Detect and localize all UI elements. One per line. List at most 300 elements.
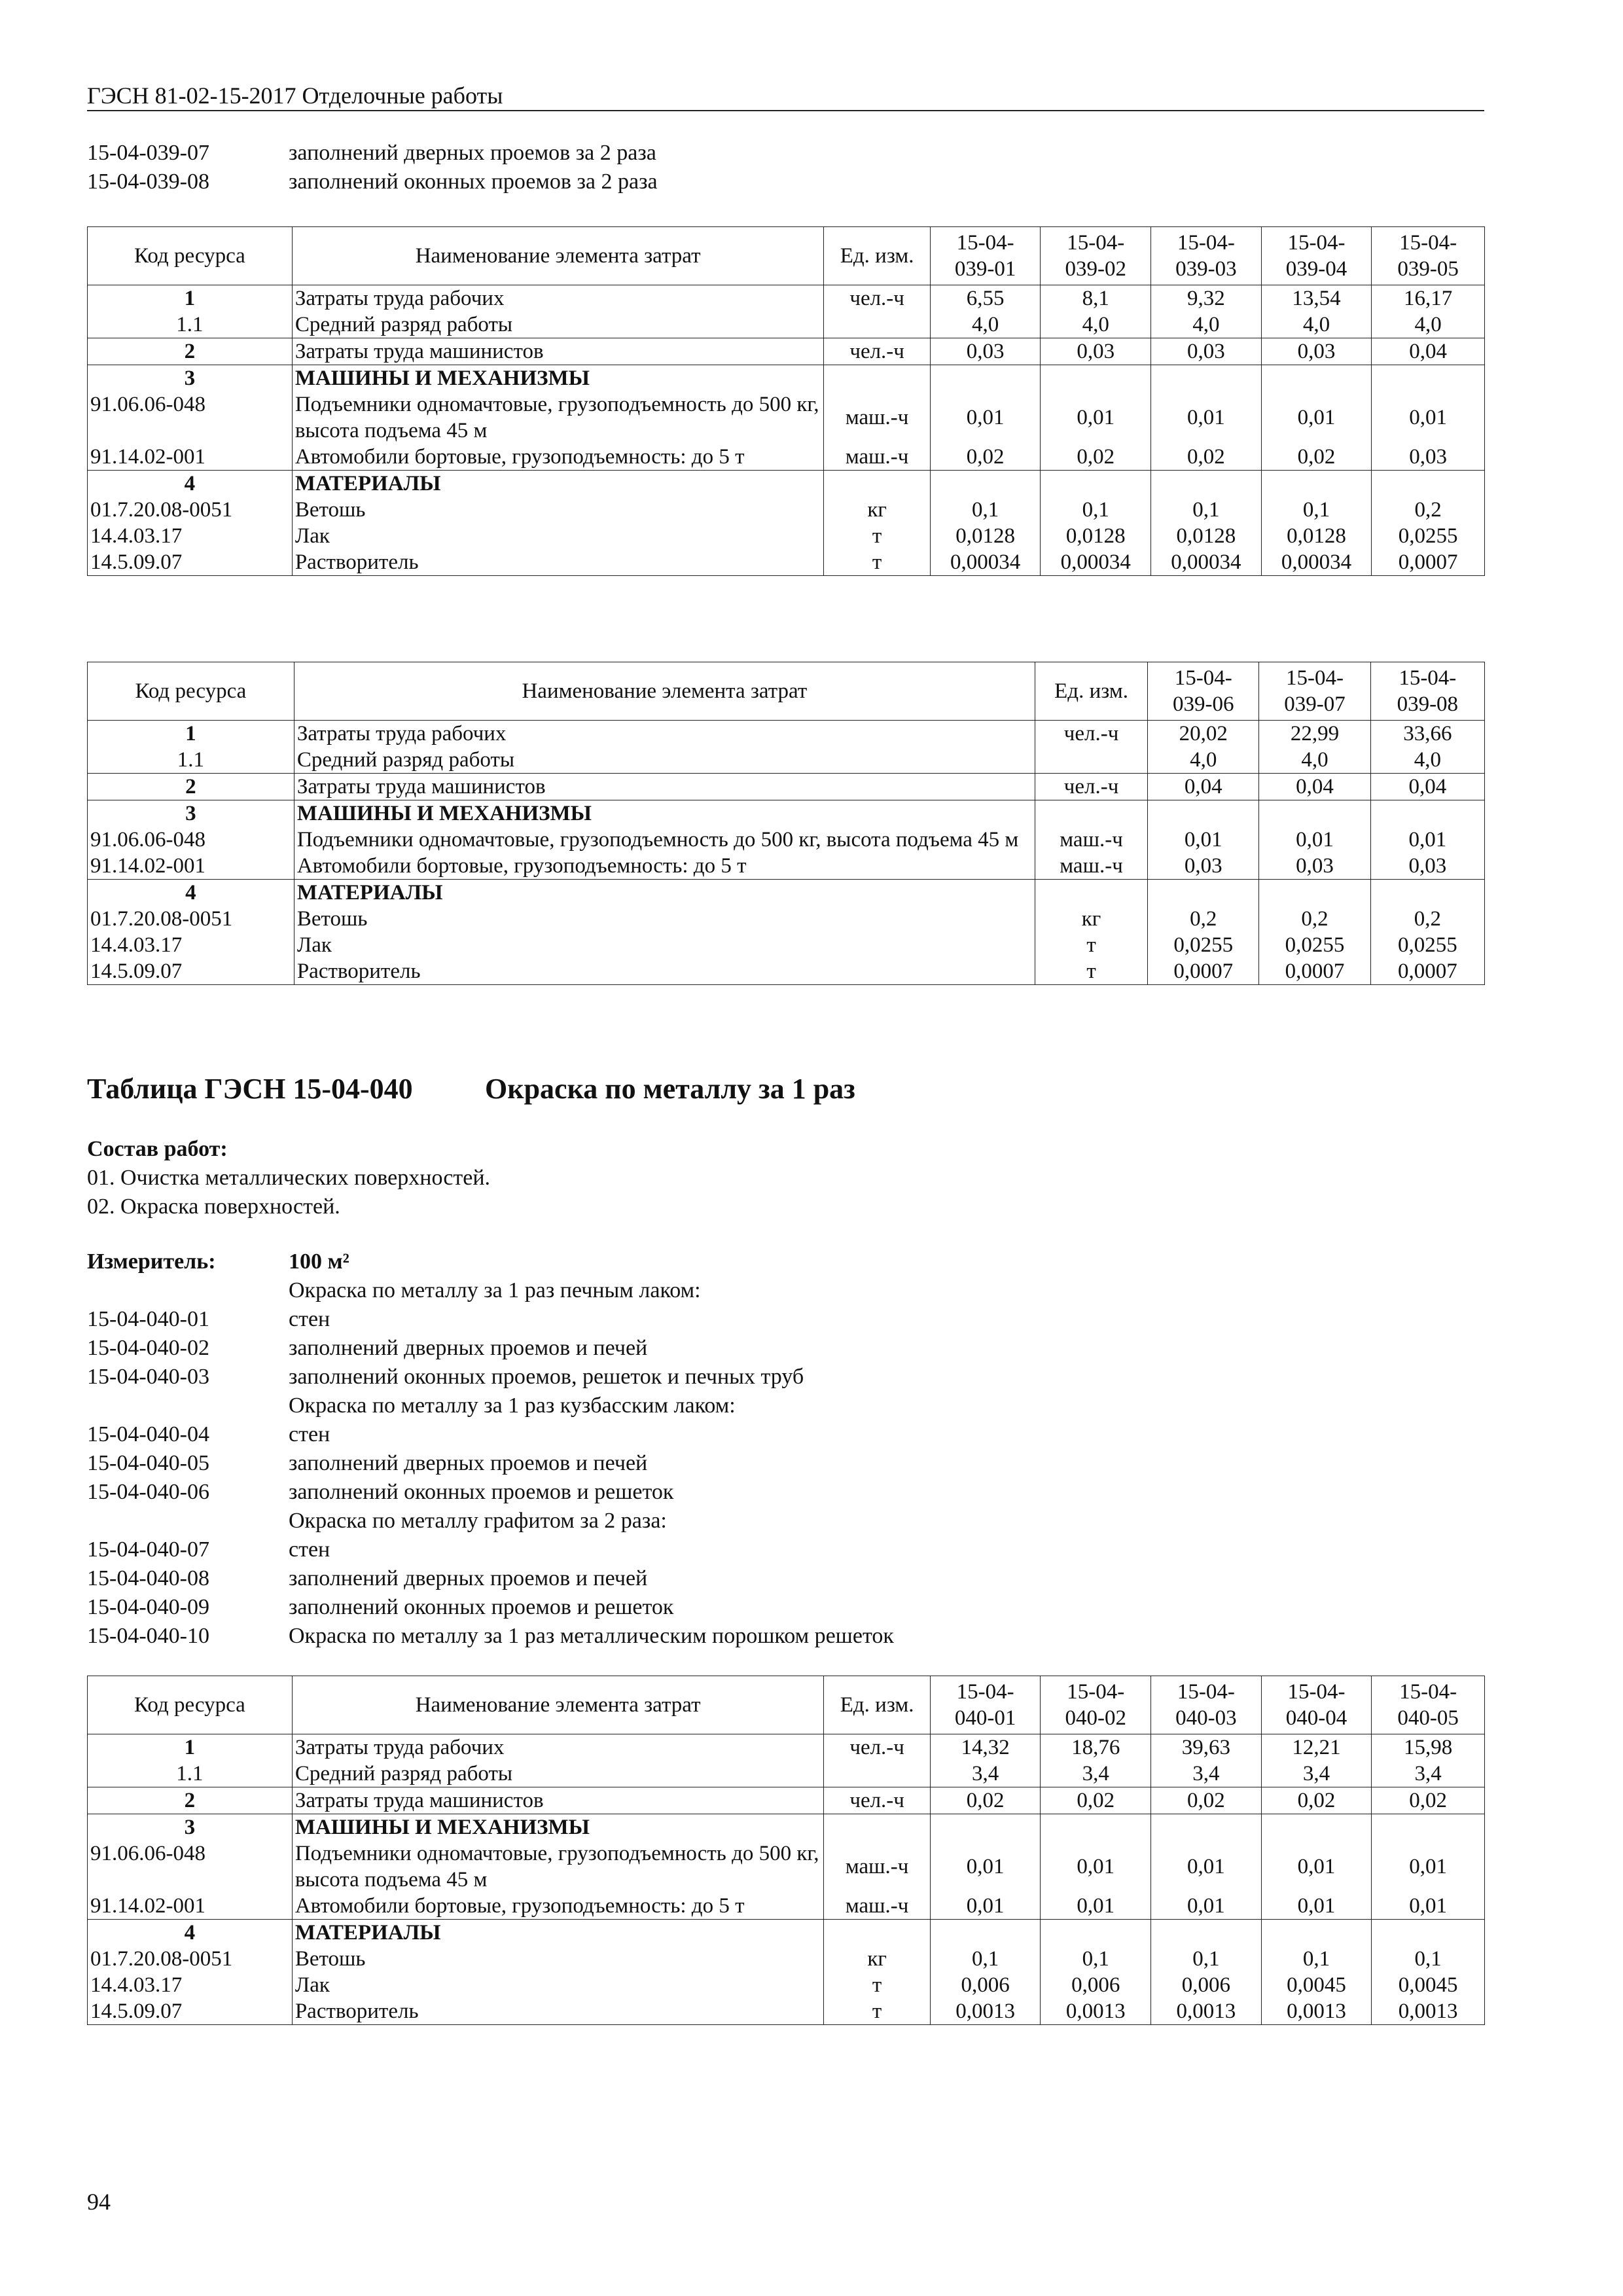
measure-line-code: 15-04-040-02 (87, 1336, 209, 1360)
table-row (88, 853, 1485, 880)
measure-line-text: стен (289, 1537, 330, 1562)
cell-value: 0,0013 (1041, 1998, 1151, 2025)
cell-value: 0,04 (1148, 774, 1259, 800)
cell-value: 0,04 (1372, 338, 1485, 365)
cell-value (1041, 1814, 1151, 1841)
cell-value (1151, 1920, 1262, 1946)
cell-value (1259, 800, 1370, 827)
cell-code: 14.4.03.17 (88, 932, 294, 958)
cell-unit: т (824, 523, 931, 549)
cell-value (1261, 471, 1372, 497)
cell-value: 0,1 (1261, 1946, 1372, 1972)
header-norm-code-line: 039-06 (1173, 692, 1234, 716)
measure-line-text: заполнений дверных проемов и печей (289, 1336, 648, 1360)
cell-value: 12,21 (1261, 1734, 1372, 1761)
cell-unit: т (824, 1972, 931, 1998)
cell-value: 0,0013 (1261, 1998, 1372, 2025)
header-norm-code-line: 15-04- (1067, 1680, 1125, 1704)
cell-value: 0,01 (1148, 827, 1259, 853)
cell-value: 0,03 (1259, 853, 1370, 880)
measure-line (87, 1593, 894, 1622)
cell-unit: кг (824, 1946, 931, 1972)
cell-unit (824, 1814, 931, 1841)
header-norm-code-line: 040-01 (954, 1706, 1016, 1730)
cell-value: 0,0007 (1259, 958, 1370, 985)
header-norm-code (930, 227, 1041, 285)
cell-unit (1035, 880, 1147, 906)
cell-name: Средний разряд работы (292, 312, 824, 338)
cell-value: 0,0128 (930, 523, 1041, 549)
code-list-text: заполнений дверных проемов за 2 раза (289, 141, 656, 165)
header-norm-code-line: 040-04 (1285, 1706, 1347, 1730)
cell-value: 4,0 (1041, 312, 1151, 338)
cell-value (1372, 471, 1485, 497)
cell-name: Растворитель (292, 549, 824, 576)
measure-line (87, 1391, 894, 1420)
cell-code: 14.4.03.17 (88, 1972, 293, 1998)
cell-value (930, 1920, 1041, 1946)
header-norm-code (1041, 227, 1151, 285)
measure-lines (87, 1276, 894, 1651)
cell-unit: т (1035, 932, 1147, 958)
table-row (88, 1787, 1485, 1814)
measure-row (87, 1247, 894, 1276)
cell-value: 4,0 (930, 312, 1041, 338)
cell-name: Затраты труда рабочих (292, 1734, 824, 1761)
cell-value: 13,54 (1261, 285, 1372, 312)
cell-value: 0,01 (1370, 827, 1484, 853)
header-norm-code-line: 15-04- (956, 1680, 1014, 1704)
cell-value: 0,0013 (930, 1998, 1041, 2025)
cell-value: 8,1 (1041, 285, 1151, 312)
cell-value: 0,01 (1151, 1893, 1262, 1920)
cell-unit: маш.-ч (1035, 853, 1147, 880)
cell-name: Ветошь (294, 906, 1035, 932)
cell-unit: маш.-ч (824, 444, 931, 471)
cell-value: 0,1 (1041, 1946, 1151, 1972)
cell-unit: чел.-ч (1035, 774, 1147, 800)
table-row (88, 338, 1485, 365)
header-norm-code-line: 15-04- (1067, 231, 1125, 255)
cell-name: Затраты труда машинистов (292, 338, 824, 365)
cell-code: 1 (88, 1734, 293, 1761)
cell-value: 0,00034 (1261, 549, 1372, 576)
cell-code: 3 (88, 365, 293, 392)
measure-line (87, 1507, 894, 1535)
cell-name: Лак (292, 1972, 824, 1998)
header-code: Код ресурса (88, 662, 294, 721)
table-header-row (88, 1676, 1485, 1734)
table-row (88, 1814, 1485, 1841)
cell-value: 0,0255 (1259, 932, 1370, 958)
cell-code: 91.14.02-001 (88, 853, 294, 880)
cell-code: 2 (88, 774, 294, 800)
cell-value: 0,01 (930, 391, 1041, 444)
cell-unit (824, 312, 931, 338)
table-row (88, 549, 1485, 576)
measure-line (87, 1478, 894, 1507)
cell-value: 0,02 (1041, 1787, 1151, 1814)
cell-value (1372, 1814, 1485, 1841)
measure-line-text: Окраска по металлу за 1 раз металлическим порошком решеток (289, 1624, 894, 1648)
measure-value: 100 м² (289, 1249, 349, 1274)
measure-line (87, 1535, 894, 1564)
cell-value: 0,01 (1151, 1840, 1262, 1893)
cell-value (1151, 1814, 1262, 1841)
table-row (88, 721, 1485, 747)
cell-value: 4,0 (1151, 312, 1262, 338)
cell-value: 3,4 (1261, 1761, 1372, 1787)
cell-code: 14.5.09.07 (88, 1998, 293, 2025)
cell-value: 0,04 (1370, 774, 1484, 800)
table-row (88, 880, 1485, 906)
header-norm-code-line: 15-04- (1286, 666, 1344, 690)
cell-code: 01.7.20.08-0051 (88, 497, 293, 523)
cell-value: 0,0007 (1370, 958, 1484, 985)
cell-name: Затраты труда машинистов (292, 1787, 824, 1814)
header-norm-code (1372, 1676, 1485, 1734)
cell-unit: маш.-ч (1035, 827, 1147, 853)
table-row (88, 1893, 1485, 1920)
cell-value: 0,01 (1372, 391, 1485, 444)
composition-item: 02. Окраска поверхностей. (87, 1194, 340, 1219)
measure-line-code: 15-04-040-09 (87, 1595, 209, 1619)
header-code: Код ресурса (88, 1676, 293, 1734)
cell-value: 0,2 (1148, 906, 1259, 932)
cell-value: 4,0 (1148, 747, 1259, 774)
cell-value: 16,17 (1372, 285, 1485, 312)
cell-value (1259, 880, 1370, 906)
cell-value: 0,03 (1372, 444, 1485, 471)
header-norm-code (1148, 662, 1259, 721)
cell-value: 0,1 (930, 1946, 1041, 1972)
cell-value: 0,0128 (1261, 523, 1372, 549)
cell-unit (1035, 747, 1147, 774)
table-row (88, 1734, 1485, 1761)
cell-name: МАТЕРИАЛЫ (292, 471, 824, 497)
table-header-row (88, 662, 1485, 721)
measure-line-code: 15-04-040-01 (87, 1307, 209, 1331)
measure-line (87, 1449, 894, 1478)
header-norm-code (930, 1676, 1041, 1734)
header-norm-code-line: 039-03 (1175, 257, 1237, 281)
code-list-row (87, 139, 658, 168)
header-norm-code-line: 15-04- (1399, 231, 1457, 255)
measure-line-code: 15-04-040-06 (87, 1480, 209, 1504)
cell-value: 0,1 (1041, 497, 1151, 523)
cell-unit (824, 1761, 931, 1787)
cell-value: 4,0 (1259, 747, 1370, 774)
cell-name: Автомобили бортовые, грузоподъемность: до 5 т (292, 444, 824, 471)
header-norm-code (1151, 1676, 1262, 1734)
cell-value (930, 1814, 1041, 1841)
cell-unit: маш.-ч (824, 1840, 931, 1893)
header-unit: Ед. изм. (824, 1676, 931, 1734)
measure-line-text: заполнений оконных проемов и решеток (289, 1480, 674, 1504)
table-row (88, 906, 1485, 932)
measure-line-text: стен (289, 1307, 330, 1331)
cell-unit: чел.-ч (824, 1787, 931, 1814)
cell-value: 0,03 (1148, 853, 1259, 880)
cell-value (1151, 471, 1262, 497)
header-norm-code-line: 15-04- (1399, 666, 1457, 690)
table-row (88, 958, 1485, 985)
cell-name: Растворитель (294, 958, 1035, 985)
header-norm-code-line: 15-04- (1174, 666, 1232, 690)
cell-code: 01.7.20.08-0051 (88, 906, 294, 932)
code-list-code: 15-04-039-08 (87, 170, 209, 194)
header-norm-code (1372, 227, 1485, 285)
cell-value: 0,03 (1261, 338, 1372, 365)
header-norm-code-line: 15-04- (1399, 1680, 1457, 1704)
cell-code: 1 (88, 721, 294, 747)
table-row (88, 365, 1485, 392)
code-list-code: 15-04-039-07 (87, 141, 209, 165)
cell-value: 0,1 (1261, 497, 1372, 523)
cell-value: 4,0 (1372, 312, 1485, 338)
measure-label: Измеритель: (87, 1249, 216, 1274)
header-norm-code-line: 039-08 (1397, 692, 1459, 716)
cell-value: 14,32 (930, 1734, 1041, 1761)
header-norm-code-line: 040-03 (1175, 1706, 1237, 1730)
norms-table-1 (87, 226, 1485, 576)
measure-block (87, 1247, 894, 1651)
cell-unit: маш.-ч (824, 391, 931, 444)
cell-value: 20,02 (1148, 721, 1259, 747)
cell-value: 0,02 (1372, 1787, 1485, 1814)
header-title: ГЭСН 81-02-15-2017 Отделочные работы (87, 82, 503, 109)
cell-value: 15,98 (1372, 1734, 1485, 1761)
cell-value: 0,0007 (1148, 958, 1259, 985)
table-row (88, 800, 1485, 827)
cell-value: 0,02 (930, 444, 1041, 471)
measure-line (87, 1276, 894, 1305)
cell-name: Ветошь (292, 1946, 824, 1972)
composition-item: 01. Очистка металлических поверхностей. (87, 1166, 491, 1190)
cell-unit: чел.-ч (1035, 721, 1147, 747)
cell-value: 0,0255 (1372, 523, 1485, 549)
cell-value: 0,0013 (1151, 1998, 1262, 2025)
table-row (88, 1998, 1485, 2025)
cell-code: 2 (88, 1787, 293, 1814)
measure-line (87, 1622, 894, 1651)
cell-value: 0,006 (930, 1972, 1041, 1998)
cell-value (1372, 1920, 1485, 1946)
cell-value: 0,2 (1372, 497, 1485, 523)
header-norm-code-line: 039-07 (1284, 692, 1346, 716)
cell-name: Средний разряд работы (294, 747, 1035, 774)
cell-value: 0,01 (1261, 1893, 1372, 1920)
cell-name: Затраты труда рабочих (294, 721, 1035, 747)
header-norm-code-line: 15-04- (1287, 1680, 1346, 1704)
cell-name: Средний разряд работы (292, 1761, 824, 1787)
cell-value: 0,03 (1370, 853, 1484, 880)
cell-value: 0,02 (1151, 1787, 1262, 1814)
cell-unit (824, 471, 931, 497)
cell-value: 3,4 (1372, 1761, 1485, 1787)
header-norm-code (1151, 227, 1262, 285)
cell-value: 6,55 (930, 285, 1041, 312)
cell-value (1148, 880, 1259, 906)
cell-name: Растворитель (292, 1998, 824, 2025)
table-row (88, 1840, 1485, 1893)
cell-value: 4,0 (1261, 312, 1372, 338)
measure-line-code: 15-04-040-04 (87, 1422, 209, 1446)
section-name: Окраска по металлу за 1 раз (485, 1073, 855, 1105)
table-row (88, 285, 1485, 312)
cell-value (930, 471, 1041, 497)
measure-line-code (87, 1276, 289, 1305)
cell-value: 0,2 (1259, 906, 1370, 932)
cell-value: 0,03 (930, 338, 1041, 365)
section-title (87, 1071, 855, 1107)
cell-value (1041, 471, 1151, 497)
cell-value (1370, 800, 1484, 827)
cell-name: Лак (294, 932, 1035, 958)
cell-value (1041, 1920, 1151, 1946)
measure-line-code (87, 1391, 289, 1420)
table-row (88, 827, 1485, 853)
cell-name: МАТЕРИАЛЫ (292, 1920, 824, 1946)
cell-value: 0,02 (1041, 444, 1151, 471)
section-number: Таблица ГЭСН 15-04-040 (87, 1073, 413, 1105)
table-row (88, 1920, 1485, 1946)
table-row (88, 1946, 1485, 1972)
table-row (88, 1972, 1485, 1998)
header-norm-code-line: 039-04 (1285, 257, 1347, 281)
cell-code: 1 (88, 285, 293, 312)
table-header-row (88, 227, 1485, 285)
cell-value: 0,0045 (1372, 1972, 1485, 1998)
table-row (88, 1761, 1485, 1787)
cell-value: 0,01 (1259, 827, 1370, 853)
header-norm-code-line: 039-02 (1065, 257, 1127, 281)
cell-code: 1.1 (88, 1761, 293, 1787)
cell-value: 0,2 (1370, 906, 1484, 932)
cell-value: 0,0007 (1372, 549, 1485, 576)
cell-value: 3,4 (930, 1761, 1041, 1787)
cell-value: 0,01 (930, 1840, 1041, 1893)
cell-value: 0,01 (1261, 1840, 1372, 1893)
measure-line-text: заполнений дверных проемов и печей (289, 1451, 648, 1475)
cell-code: 1.1 (88, 312, 293, 338)
cell-value (1372, 365, 1485, 392)
header-norm-code-line: 039-05 (1397, 257, 1459, 281)
composition-heading: Состав работ: (87, 1137, 228, 1161)
cell-unit: чел.-ч (824, 338, 931, 365)
header-code: Код ресурса (88, 227, 293, 285)
cell-code: 91.06.06-048 (88, 1840, 293, 1893)
header-unit: Ед. изм. (824, 227, 931, 285)
cell-value: 0,02 (1261, 444, 1372, 471)
cell-value: 0,0255 (1370, 932, 1484, 958)
cell-code: 3 (88, 1814, 293, 1841)
header-name: Наименование элемента затрат (294, 662, 1035, 721)
measure-line (87, 1420, 894, 1449)
header-norm-code (1370, 662, 1484, 721)
cell-value: 0,1 (930, 497, 1041, 523)
cell-code: 2 (88, 338, 293, 365)
measure-line-text: Окраска по металлу за 1 раз печным лаком: (289, 1278, 701, 1302)
measure-line-code: 15-04-040-10 (87, 1624, 209, 1648)
cell-value: 39,63 (1151, 1734, 1262, 1761)
cell-value: 0,01 (1041, 1893, 1151, 1920)
cell-name: Автомобили бортовые, грузоподъемность: до 5 т (292, 1893, 824, 1920)
cell-code: 91.14.02-001 (88, 444, 293, 471)
cell-value: 0,00034 (930, 549, 1041, 576)
measure-line-text: Окраска по металлу за 1 раз кузбасским лаком: (289, 1393, 736, 1418)
norms-table-2 (87, 662, 1485, 985)
cell-code: 14.4.03.17 (88, 523, 293, 549)
running-header (87, 77, 1484, 111)
cell-value: 0,01 (1041, 1840, 1151, 1893)
table-row (88, 391, 1485, 444)
cell-value (1261, 1920, 1372, 1946)
cell-name: Затраты труда рабочих (292, 285, 824, 312)
measure-line-text: стен (289, 1422, 330, 1446)
cell-value: 0,006 (1041, 1972, 1151, 1998)
table-row (88, 747, 1485, 774)
measure-line-code: 15-04-040-08 (87, 1566, 209, 1590)
cell-unit: т (1035, 958, 1147, 985)
header-norm-code-line: 15-04- (1177, 1680, 1235, 1704)
cell-value: 0,0255 (1148, 932, 1259, 958)
cell-code: 4 (88, 471, 293, 497)
cell-value: 0,03 (1151, 338, 1262, 365)
header-norm-code (1261, 227, 1372, 285)
cell-value: 0,01 (1041, 391, 1151, 444)
measure-line-text: заполнений дверных проемов и печей (289, 1566, 648, 1590)
cell-code: 14.5.09.07 (88, 549, 293, 576)
cell-unit (824, 1920, 931, 1946)
cell-value: 0,02 (1261, 1787, 1372, 1814)
cell-name: Лак (292, 523, 824, 549)
cell-value: 0,02 (930, 1787, 1041, 1814)
cell-value: 22,99 (1259, 721, 1370, 747)
cell-name: МАШИНЫ И МЕХАНИЗМЫ (294, 800, 1035, 827)
header-norm-code-line: 039-01 (954, 257, 1016, 281)
cell-value: 0,006 (1151, 1972, 1262, 1998)
page-number: 94 (87, 2189, 111, 2215)
cell-value: 0,00034 (1151, 549, 1262, 576)
pre-code-list (87, 139, 658, 196)
table-row (88, 497, 1485, 523)
header-norm-code (1261, 1676, 1372, 1734)
measure-line (87, 1564, 894, 1593)
measure-line-text: Окраска по металлу графитом за 2 раза: (289, 1509, 667, 1533)
norms-table-3 (87, 1676, 1485, 2025)
cell-name: МАШИНЫ И МЕХАНИЗМЫ (292, 365, 824, 392)
measure-line-code: 15-04-040-07 (87, 1537, 209, 1562)
cell-unit: кг (824, 497, 931, 523)
header-norm-code-line: 15-04- (1287, 231, 1346, 255)
header-norm-code-line: 15-04- (1177, 231, 1235, 255)
cell-code: 1.1 (88, 747, 294, 774)
cell-code: 14.5.09.07 (88, 958, 294, 985)
cell-code: 91.14.02-001 (88, 1893, 293, 1920)
cell-name: Ветошь (292, 497, 824, 523)
cell-value: 0,03 (1041, 338, 1151, 365)
measure-line-code: 15-04-040-03 (87, 1365, 209, 1389)
cell-value: 4,0 (1370, 747, 1484, 774)
cell-value: 0,0045 (1261, 1972, 1372, 1998)
cell-value: 3,4 (1041, 1761, 1151, 1787)
cell-unit: кг (1035, 906, 1147, 932)
cell-value: 9,32 (1151, 285, 1262, 312)
cell-value: 0,01 (1372, 1893, 1485, 1920)
cell-value (1148, 800, 1259, 827)
cell-name: Подъемники одномачтовые, грузоподъемность до 500 кг, высота подъема 45 м (292, 391, 824, 444)
